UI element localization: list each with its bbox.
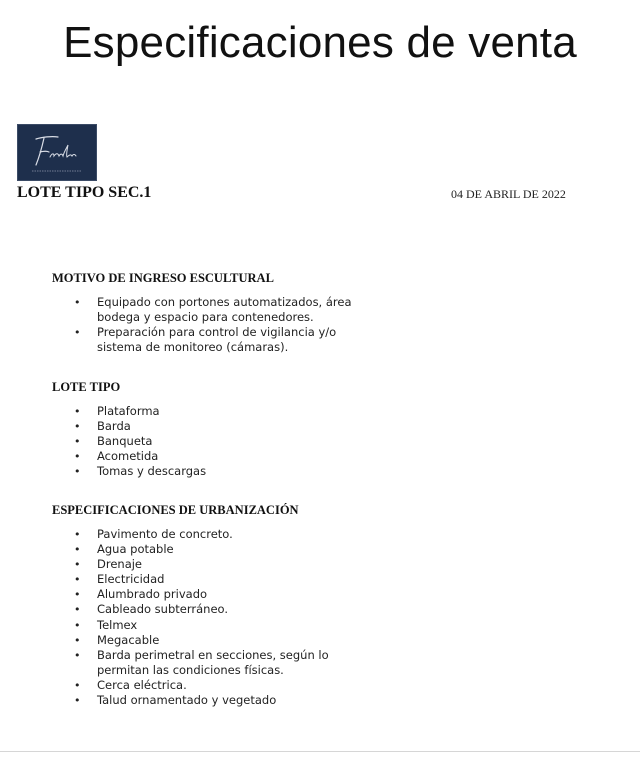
list-item: • Preparación para control de vigilancia y/o sistema de monitoreo (cámaras).	[52, 325, 382, 355]
list-item: • Plataforma	[52, 404, 382, 419]
list-item: • Equipado con portones automatizados, área bodega y espacio para contenedores.	[52, 295, 382, 325]
list-item: • Alumbrado privado	[52, 587, 382, 602]
list-item: • Drenaje	[52, 557, 382, 572]
bullet-list	[52, 404, 382, 479]
section-heading: LOTE TIPO	[52, 380, 121, 394]
list-item: • Electricidad	[52, 572, 382, 587]
list-item: • Acometida	[52, 449, 382, 464]
list-item: • Talud ornamentado y vegetado	[52, 693, 382, 708]
list-item: • Pavimento de concreto.	[52, 527, 382, 542]
list-item: • Cerca eléctrica.	[52, 678, 382, 693]
list-item: • Telmex	[52, 618, 382, 633]
list-item: • Megacable	[52, 633, 382, 648]
list-item: • Tomas y descargas	[52, 464, 382, 479]
page-title: Especificaciones de venta	[63, 18, 577, 67]
list-item: • Cableado subterráneo.	[52, 602, 382, 617]
document-date: 04 DE ABRIL DE 2022	[451, 187, 566, 201]
section-especificaciones-urbanizacion	[52, 503, 382, 708]
list-item: • Agua potable	[52, 542, 382, 557]
list-item: • Barda	[52, 419, 382, 434]
section-motivo-ingreso	[52, 271, 382, 355]
list-item: • Barda perimetral en secciones, según lo permitan las condiciones físicas.	[52, 648, 382, 678]
bullet-list	[52, 527, 382, 708]
bottom-divider	[0, 751, 640, 752]
brand-logo	[17, 124, 97, 181]
section-heading: MOTIVO DE INGRESO ESCULTURAL	[52, 271, 274, 285]
section-heading: ESPECIFICACIONES DE URBANIZACIÓN	[52, 503, 299, 517]
bullet-list	[52, 295, 382, 355]
section-lote-tipo	[52, 380, 382, 479]
list-item: • Banqueta	[52, 434, 382, 449]
document-title: LOTE TIPO SEC.1	[17, 184, 152, 201]
logo-signature-icon	[18, 125, 96, 180]
